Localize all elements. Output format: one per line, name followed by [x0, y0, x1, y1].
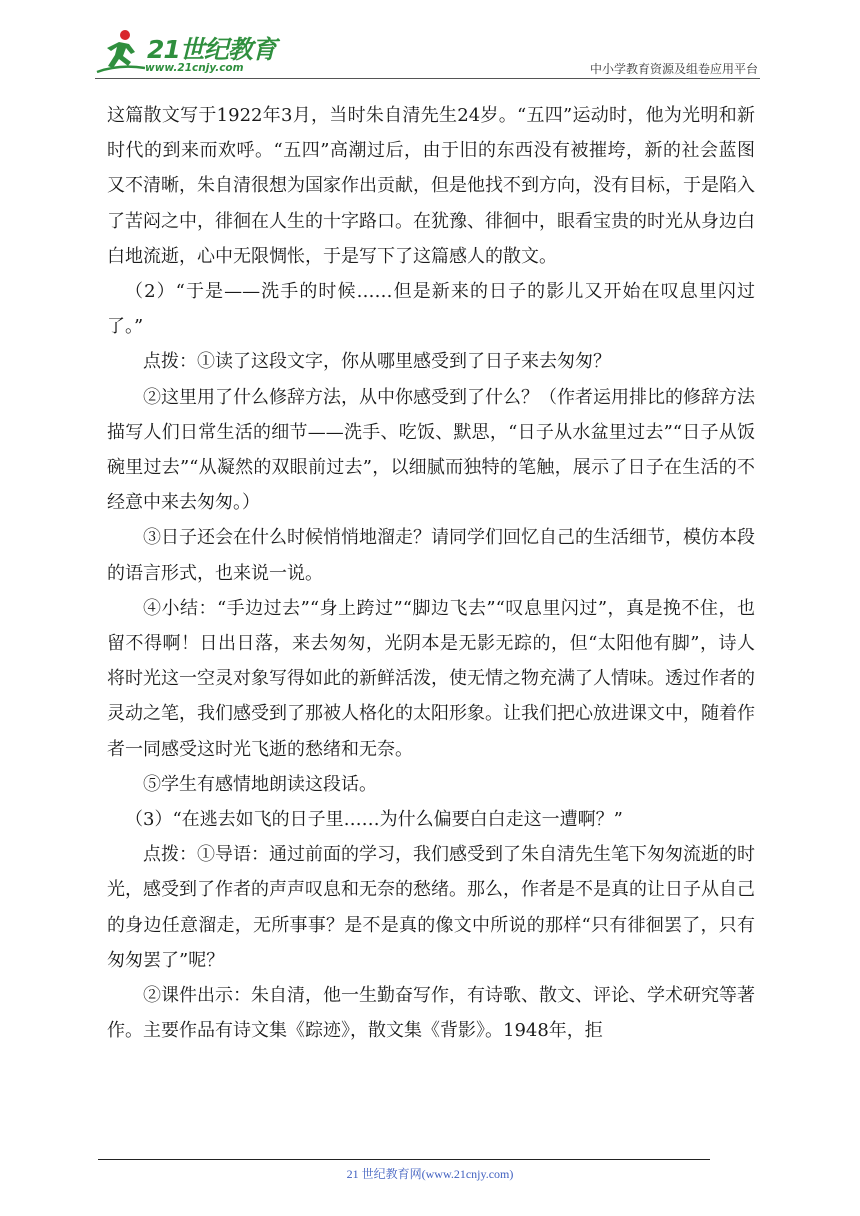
- footer-divider: [98, 1159, 710, 1160]
- paragraph: 点拨：①读了这段文字，你从哪里感受到了日子来去匆匆？: [143, 351, 611, 373]
- document-body: [107, 98, 755, 1048]
- paragraph: 点拨：①导语：通过前面的学习，我们感受到了朱自清先生笔下匆匆流逝的时光，感受到了作者的声声叹息和无奈的愁绪。那么，作者是不是真的让日子从自己的身边任意溜走，无所事事？是不是真的像文中所说的那样“只有徘徊罢了，只有匆匆罢了”呢？: [107, 844, 755, 971]
- page-footer[interactable]: 21 世纪教育网(www.21cnjy.com): [346, 1167, 514, 1181]
- logo-url: www.21cnjy.com: [145, 62, 244, 74]
- runner-logo-icon: [95, 28, 149, 76]
- paragraph: ②这里用了什么修辞方法，从中你感受到了什么？（作者运用排比的修辞方法描写人们日常生活的细节——洗手、吃饭、默思，“日子从水盆里过去”“日子从饭碗里过去”“从凝然的双眼前过去”，以细腻而独特的笔触，展示了日子在生活的不经意中来去匆匆。）: [107, 386, 755, 514]
- paragraph: （2）“于是——洗手的时候……但是新来的日子的影儿又开始在叹息里闪过了。”: [107, 281, 755, 338]
- page-header: [95, 26, 760, 82]
- paragraph: （3）“在逃去如飞的日子里……为什么偏要白白走这一遭啊？”: [125, 809, 623, 831]
- platform-title: 中小学教育资源及组卷应用平台: [589, 62, 758, 76]
- paragraph: ⑤学生有感情地朗读这段话。: [143, 773, 377, 795]
- header-divider: [95, 78, 760, 79]
- paragraph: ③日子还会在什么时候悄悄地溜走？请同学们回忆自己的生活细节，模仿本段的语言形式，也来说一说。: [107, 527, 755, 584]
- paragraph: 这篇散文写于1922年3月，当时朱自清先生24岁。“五四”运动时，他为光明和新时代的到来而欢呼。“五四”高潮过后，由于旧的东西没有被摧垮，新的社会蓝图又不清晰，朱自清很想为国家作出贡献，但是他找不到方向，没有目标，于是陷入了苦闷之中，徘徊在人生的十字路口。在犹豫、徘徊中，眼看宝贵的时光从身边白白地流逝，心中无限惆怅，于是写下了这篇感人的散文。: [107, 105, 755, 267]
- logo-text: 21世纪教育: [147, 35, 276, 64]
- paragraph: ④小结：“手边过去”“身上跨过”“脚边飞去”“叹息里闪过”，真是挽不住，也留不得啊！日出日落，来去匆匆，光阴本是无影无踪的，但“太阳他有脚”，诗人将时光这一空灵对象写得如此的新鲜活泼，使无情之物充满了人情味。透过作者的灵动之笔，我们感受到了那被人格化的太阳形象。让我们把心放进课文中，随着作者一同感受这时光飞逝的愁绪和无奈。: [107, 597, 755, 760]
- site-logo[interactable]: [95, 26, 276, 78]
- paragraph: ②课件出示：朱自清，他一生勤奋写作，有诗歌、散文、评论、学术研究等著作。主要作品有诗文集《踪迹》，散文集《背影》。1948年，拒: [107, 985, 755, 1042]
